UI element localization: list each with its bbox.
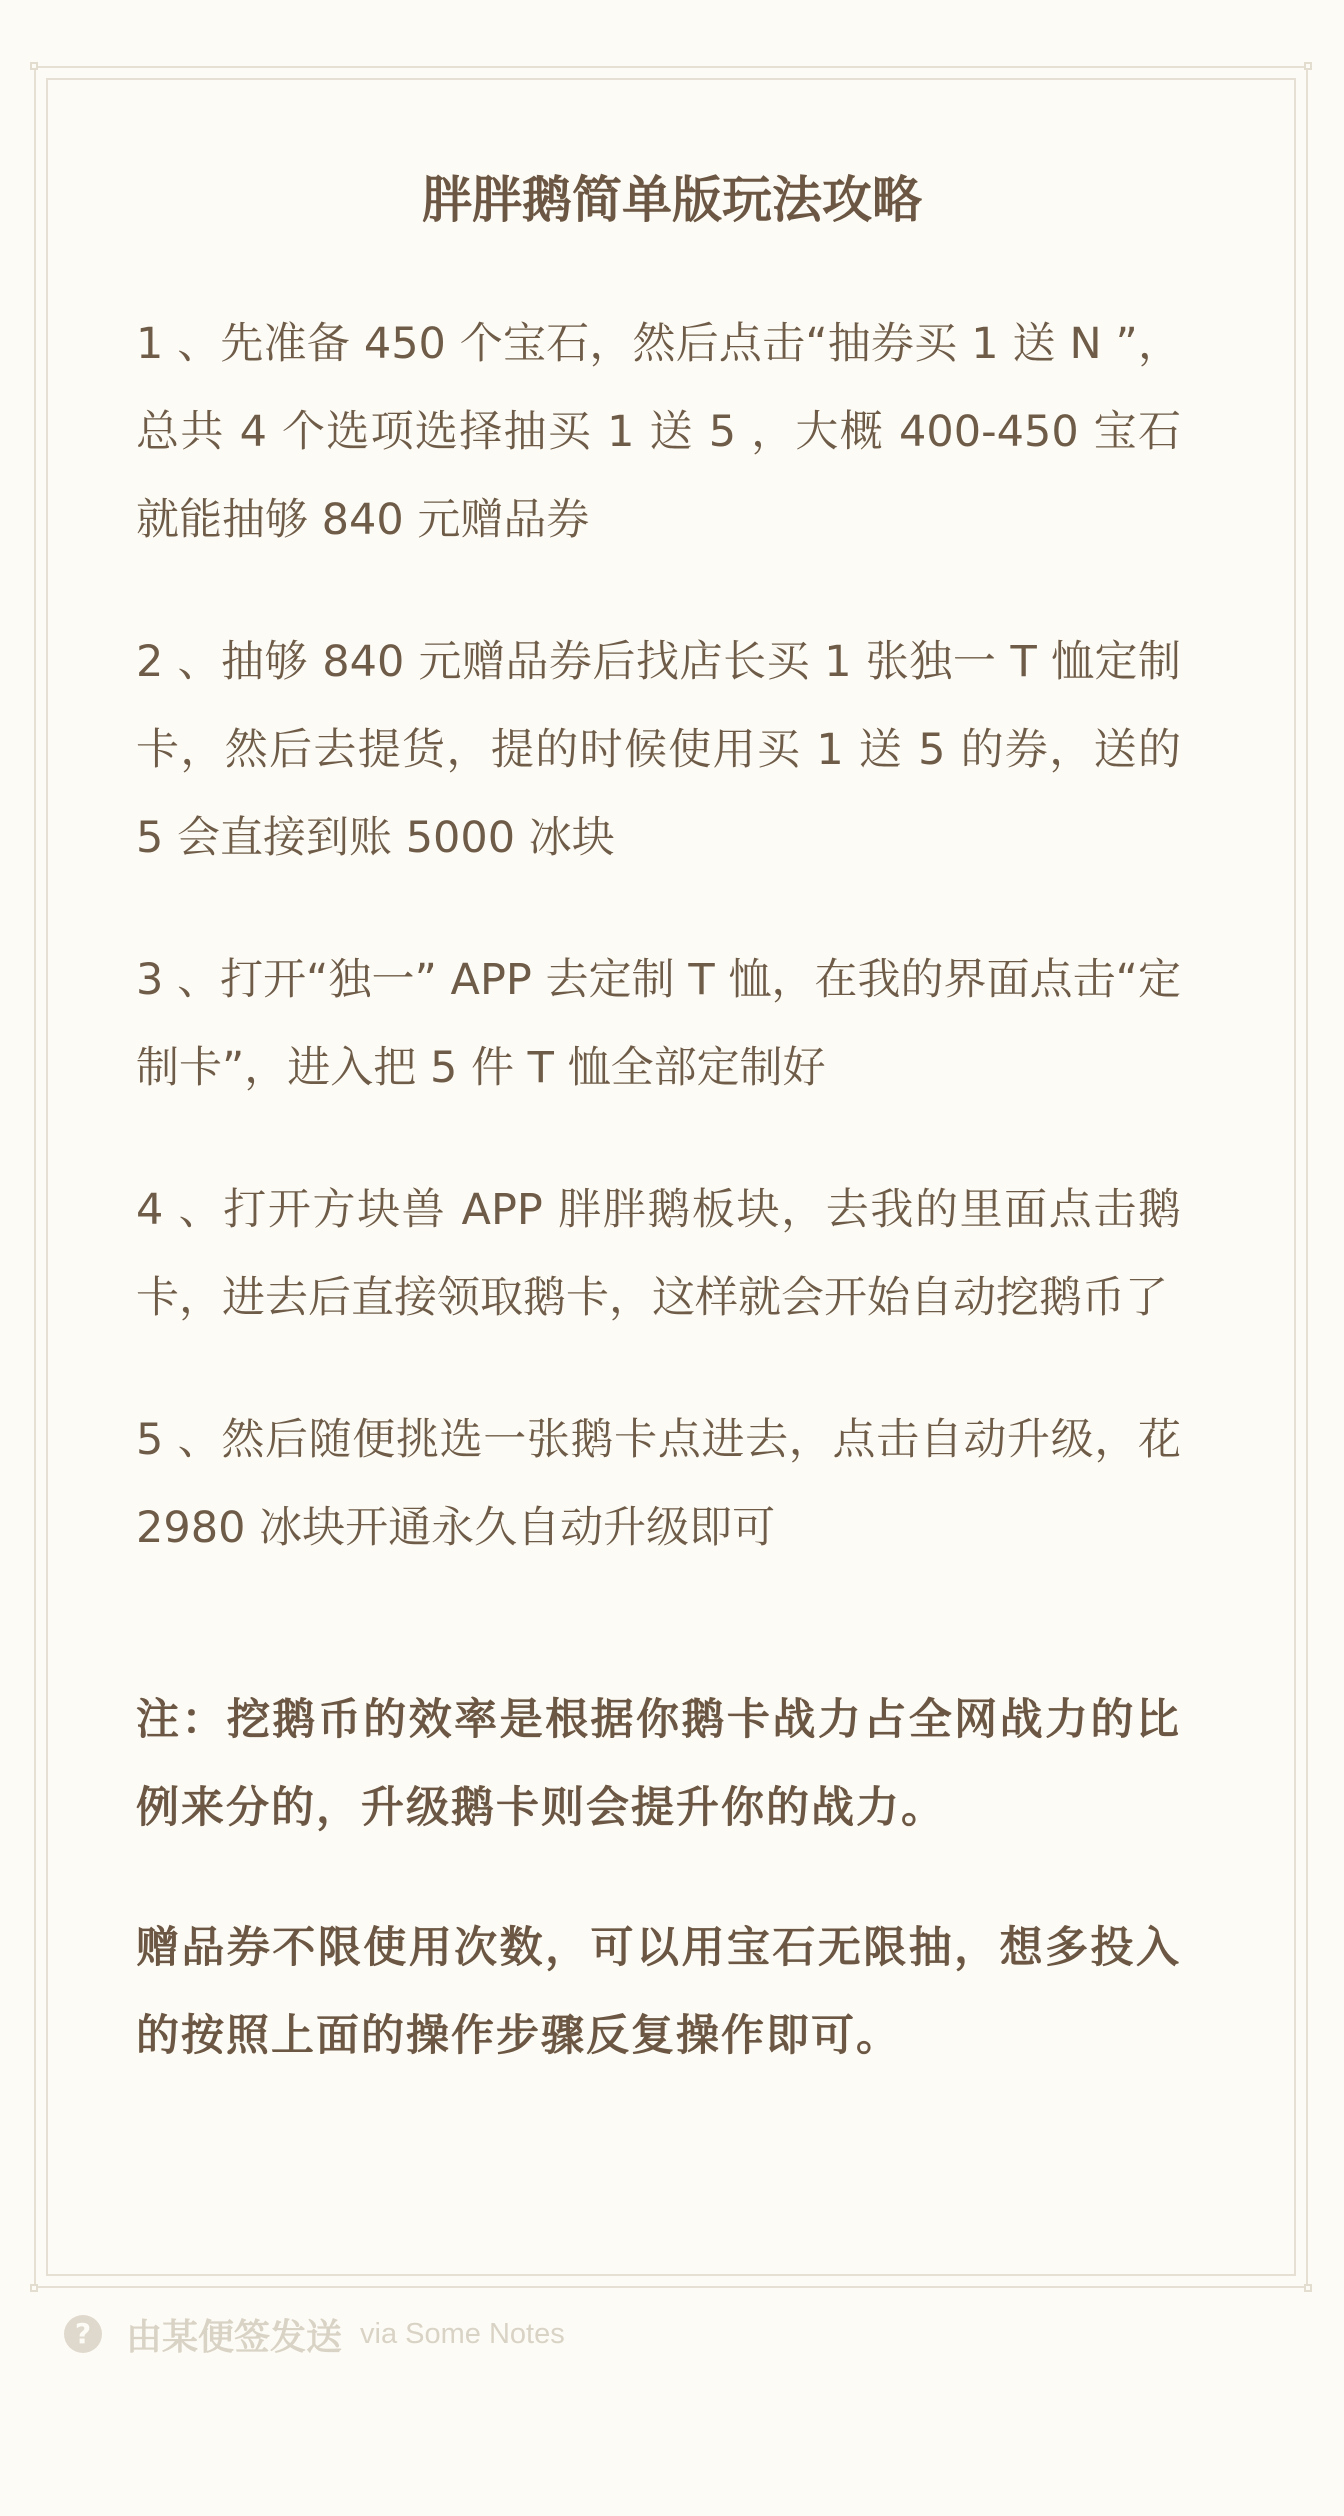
note-content (136, 300, 1181, 2132)
step-3: 3 、打开“独一” APP 去定制 T 恤，在我的界面点击“定制卡”，进入把 5 件 T 恤全部定制好 (136, 955, 1181, 1093)
step-5: 5 、然后随便挑选一张鹅卡点进去，点击自动升级，花 2980 冰块开通永久自动升级即可 (136, 1415, 1181, 1553)
footer-sent-by: 由某便签发送 (126, 2316, 343, 2358)
step-1: 1 、先准备 450 个宝石，然后点击“抽券买 1 送 N ”，总共 4 个选项选择抽买 1 送 5 ，大概 400-450 宝石就能抽够 840 元赠品券 (136, 319, 1181, 545)
footer-via: via Some Notes (360, 2317, 565, 2350)
frame-corner-bottom-left (30, 2284, 38, 2292)
footer (64, 2304, 565, 2364)
frame-corner-bottom-right (1304, 2284, 1312, 2292)
section-spacer (136, 1626, 1181, 1676)
note-efficiency: 注：挖鹅币的效率是根据你鹅卡战力占全网战力的比例来分的，升级鹅卡则会提升你的战力。 (136, 1695, 1181, 1833)
frame-corner-top-right (1304, 62, 1312, 70)
step-2: 2 、抽够 840 元赠品券后找店长买 1 张独一 T 恤定制卡，然后去提货，提的时候使用买 1 送 5 的券，送的 5 会直接到账 5000 冰块 (136, 637, 1181, 863)
step-4: 4 、打开方块兽 APP 胖胖鹅板块，去我的里面点击鹅卡，进去后直接领取鹅卡，这样就会开始自动挖鹅币了 (136, 1185, 1181, 1323)
note-title: 胖胖鹅简单版玩法攻略 (422, 171, 922, 229)
help-circle-icon[interactable]: ? (64, 2315, 102, 2353)
note-voucher: 赠品券不限使用次数，可以用宝石无限抽，想多投入的按照上面的操作步骤反复操作即可。 (136, 1923, 1181, 2061)
frame-corner-top-left (30, 62, 38, 70)
